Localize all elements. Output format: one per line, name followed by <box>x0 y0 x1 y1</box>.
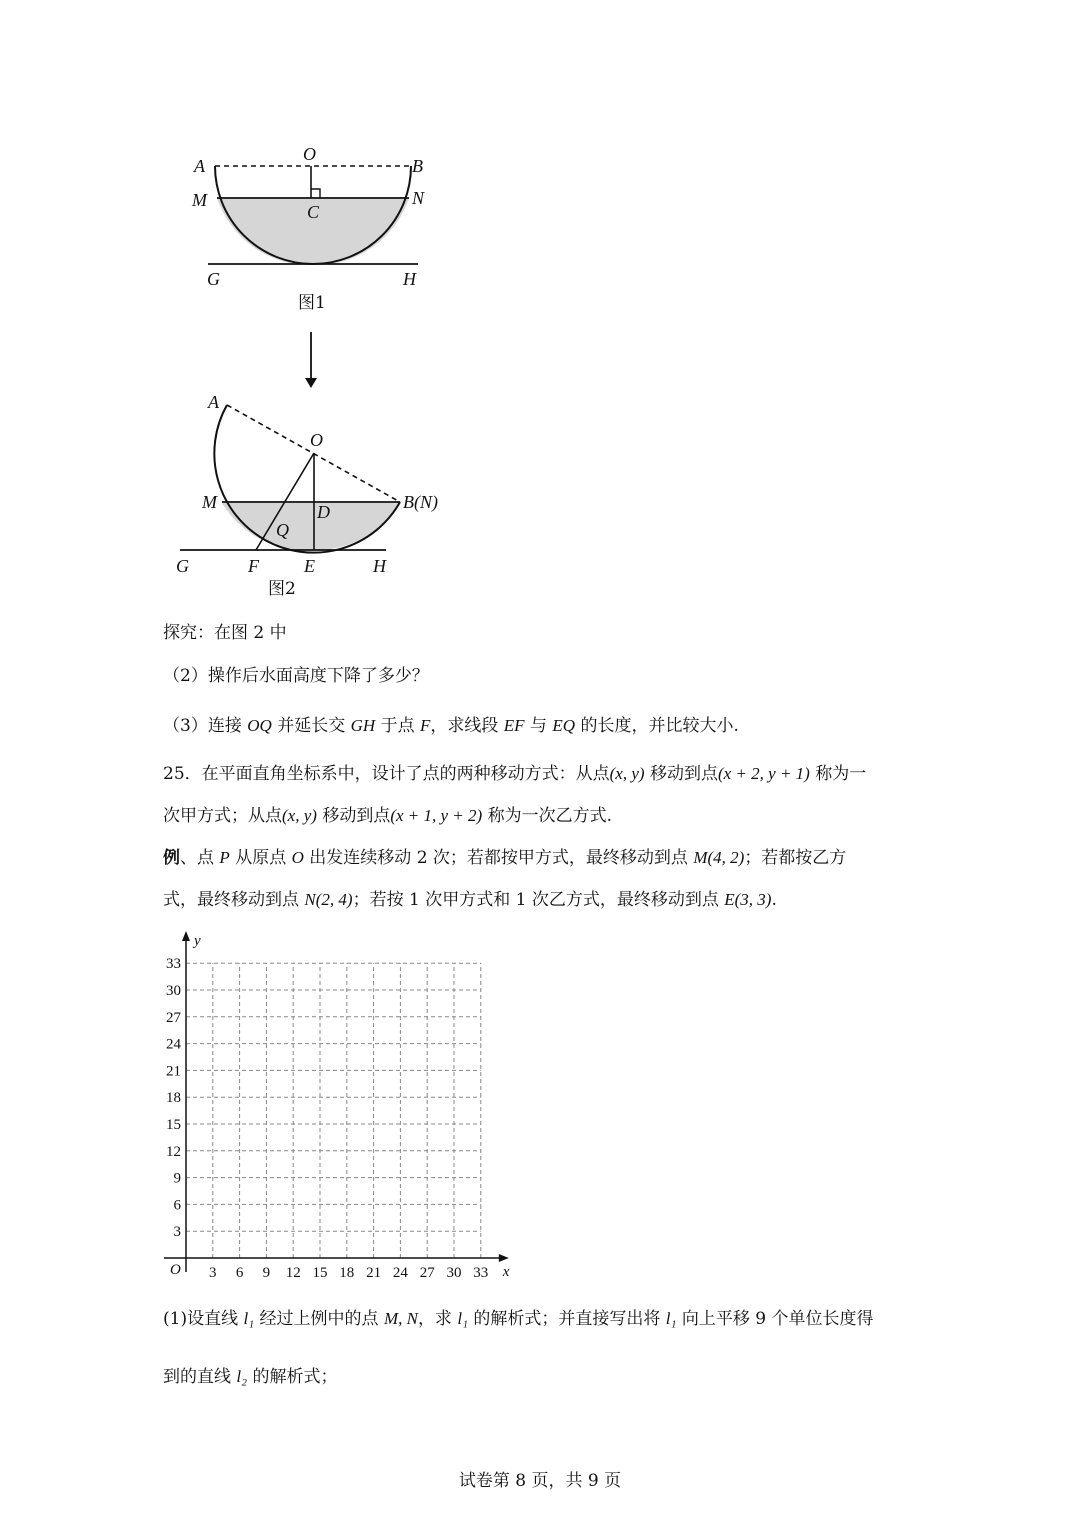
x-tick-label: 3 <box>209 1265 217 1281</box>
x-tick-label: 30 <box>446 1265 462 1281</box>
question-2: （2）操作后水面高度下降了多少？ <box>163 666 429 686</box>
label-F: F <box>248 556 259 576</box>
label-B: B <box>412 156 423 176</box>
y-tick-label: 33 <box>166 956 181 973</box>
origin-label: O <box>170 1262 181 1278</box>
label-D: D <box>317 502 330 522</box>
y-tick-label: 24 <box>166 1036 181 1053</box>
figure-1-caption: 图1 <box>298 293 326 313</box>
label-O: O <box>303 144 316 164</box>
y-tick-label: 12 <box>166 1143 181 1160</box>
y-tick-label: 30 <box>166 983 181 999</box>
coordinate-grid <box>150 925 530 1285</box>
x-tick-label: 33 <box>473 1265 489 1281</box>
y-tick-label: 9 <box>173 1170 181 1187</box>
question-1-line1: (1)设直线 l₁ 经过上例中的点 M, N，求 l₁ 的解析式；并直接写出将 l₁ 向上平移 9 个单位长度得 <box>163 1309 874 1329</box>
label-M: M <box>192 190 207 210</box>
label-Q: Q <box>276 520 289 540</box>
label-E: E <box>304 556 315 576</box>
y-axis-label: y <box>194 933 201 949</box>
label-C: C <box>307 202 320 222</box>
explore-line: 探究：在图 2 中 <box>163 623 287 643</box>
label-BN: B(N) <box>403 492 438 512</box>
problem-25-line2: 次甲方式；从点(x, y) 移动到点(x + 1, y + 2) 称为一次乙方式. <box>163 806 612 826</box>
x-tick-label: 15 <box>312 1265 328 1281</box>
label-H-2: H <box>373 556 386 576</box>
x-axis-arrow-icon <box>499 1254 509 1262</box>
example-line1: 例、点 P 从原点 O 出发连续移动 2 次；若都按甲方式，最终移动到点 M(4, 2)；若都按乙方 <box>163 848 847 868</box>
question-1-line2: 到的直线 l₂ 的解析式； <box>163 1367 338 1387</box>
x-axis-label: x <box>502 1264 510 1280</box>
label-A-2: A <box>208 392 219 412</box>
example-line2: 式，最终移动到点 N(2, 4)；若按 1 次甲方式和 1 次乙方式，最终移动到点 E(3, 3). <box>163 890 777 910</box>
x-tick-label: 12 <box>285 1265 301 1281</box>
y-tick-label: 6 <box>173 1197 181 1214</box>
y-tick-label: 3 <box>173 1224 181 1241</box>
x-tick-label: 18 <box>339 1265 355 1281</box>
problem-25-line1: 25．在平面直角坐标系中，设计了点的两种移动方式：从点(x, y) 移动到点(x + 2, y + 1) 称为一 <box>163 764 867 784</box>
y-axis-arrow-icon <box>182 931 190 941</box>
x-tick-label: 9 <box>262 1265 271 1281</box>
x-tick-label: 24 <box>392 1265 408 1281</box>
label-H: H <box>403 269 416 289</box>
x-tick-label: 6 <box>235 1265 244 1281</box>
label-O-2: O <box>310 430 323 450</box>
y-tick-label: 18 <box>166 1090 181 1107</box>
down-arrow-icon <box>300 332 322 390</box>
figure-2 <box>170 388 460 603</box>
label-G: G <box>207 269 220 289</box>
label-M-2: M <box>202 492 217 512</box>
label-A: A <box>194 156 205 176</box>
y-tick-label: 21 <box>166 1063 181 1080</box>
figure-2-caption: 图2 <box>268 579 296 599</box>
y-tick-label: 27 <box>166 1009 181 1026</box>
x-tick-label: 27 <box>419 1265 435 1281</box>
question-3: （3）连接 OQ 并延长交 GH 于点 F，求线段 EF 与 EQ 的长度，并比较大小. <box>163 716 739 736</box>
right-angle-mark <box>311 189 320 198</box>
page-footer: 试卷第 8 页，共 9 页 <box>458 1471 622 1491</box>
water-region-2 <box>222 503 400 550</box>
x-tick-label: 21 <box>366 1265 382 1281</box>
figure-1 <box>180 138 450 318</box>
label-N: N <box>412 188 425 208</box>
label-G-2: G <box>176 556 189 576</box>
y-tick-label: 15 <box>166 1117 181 1133</box>
